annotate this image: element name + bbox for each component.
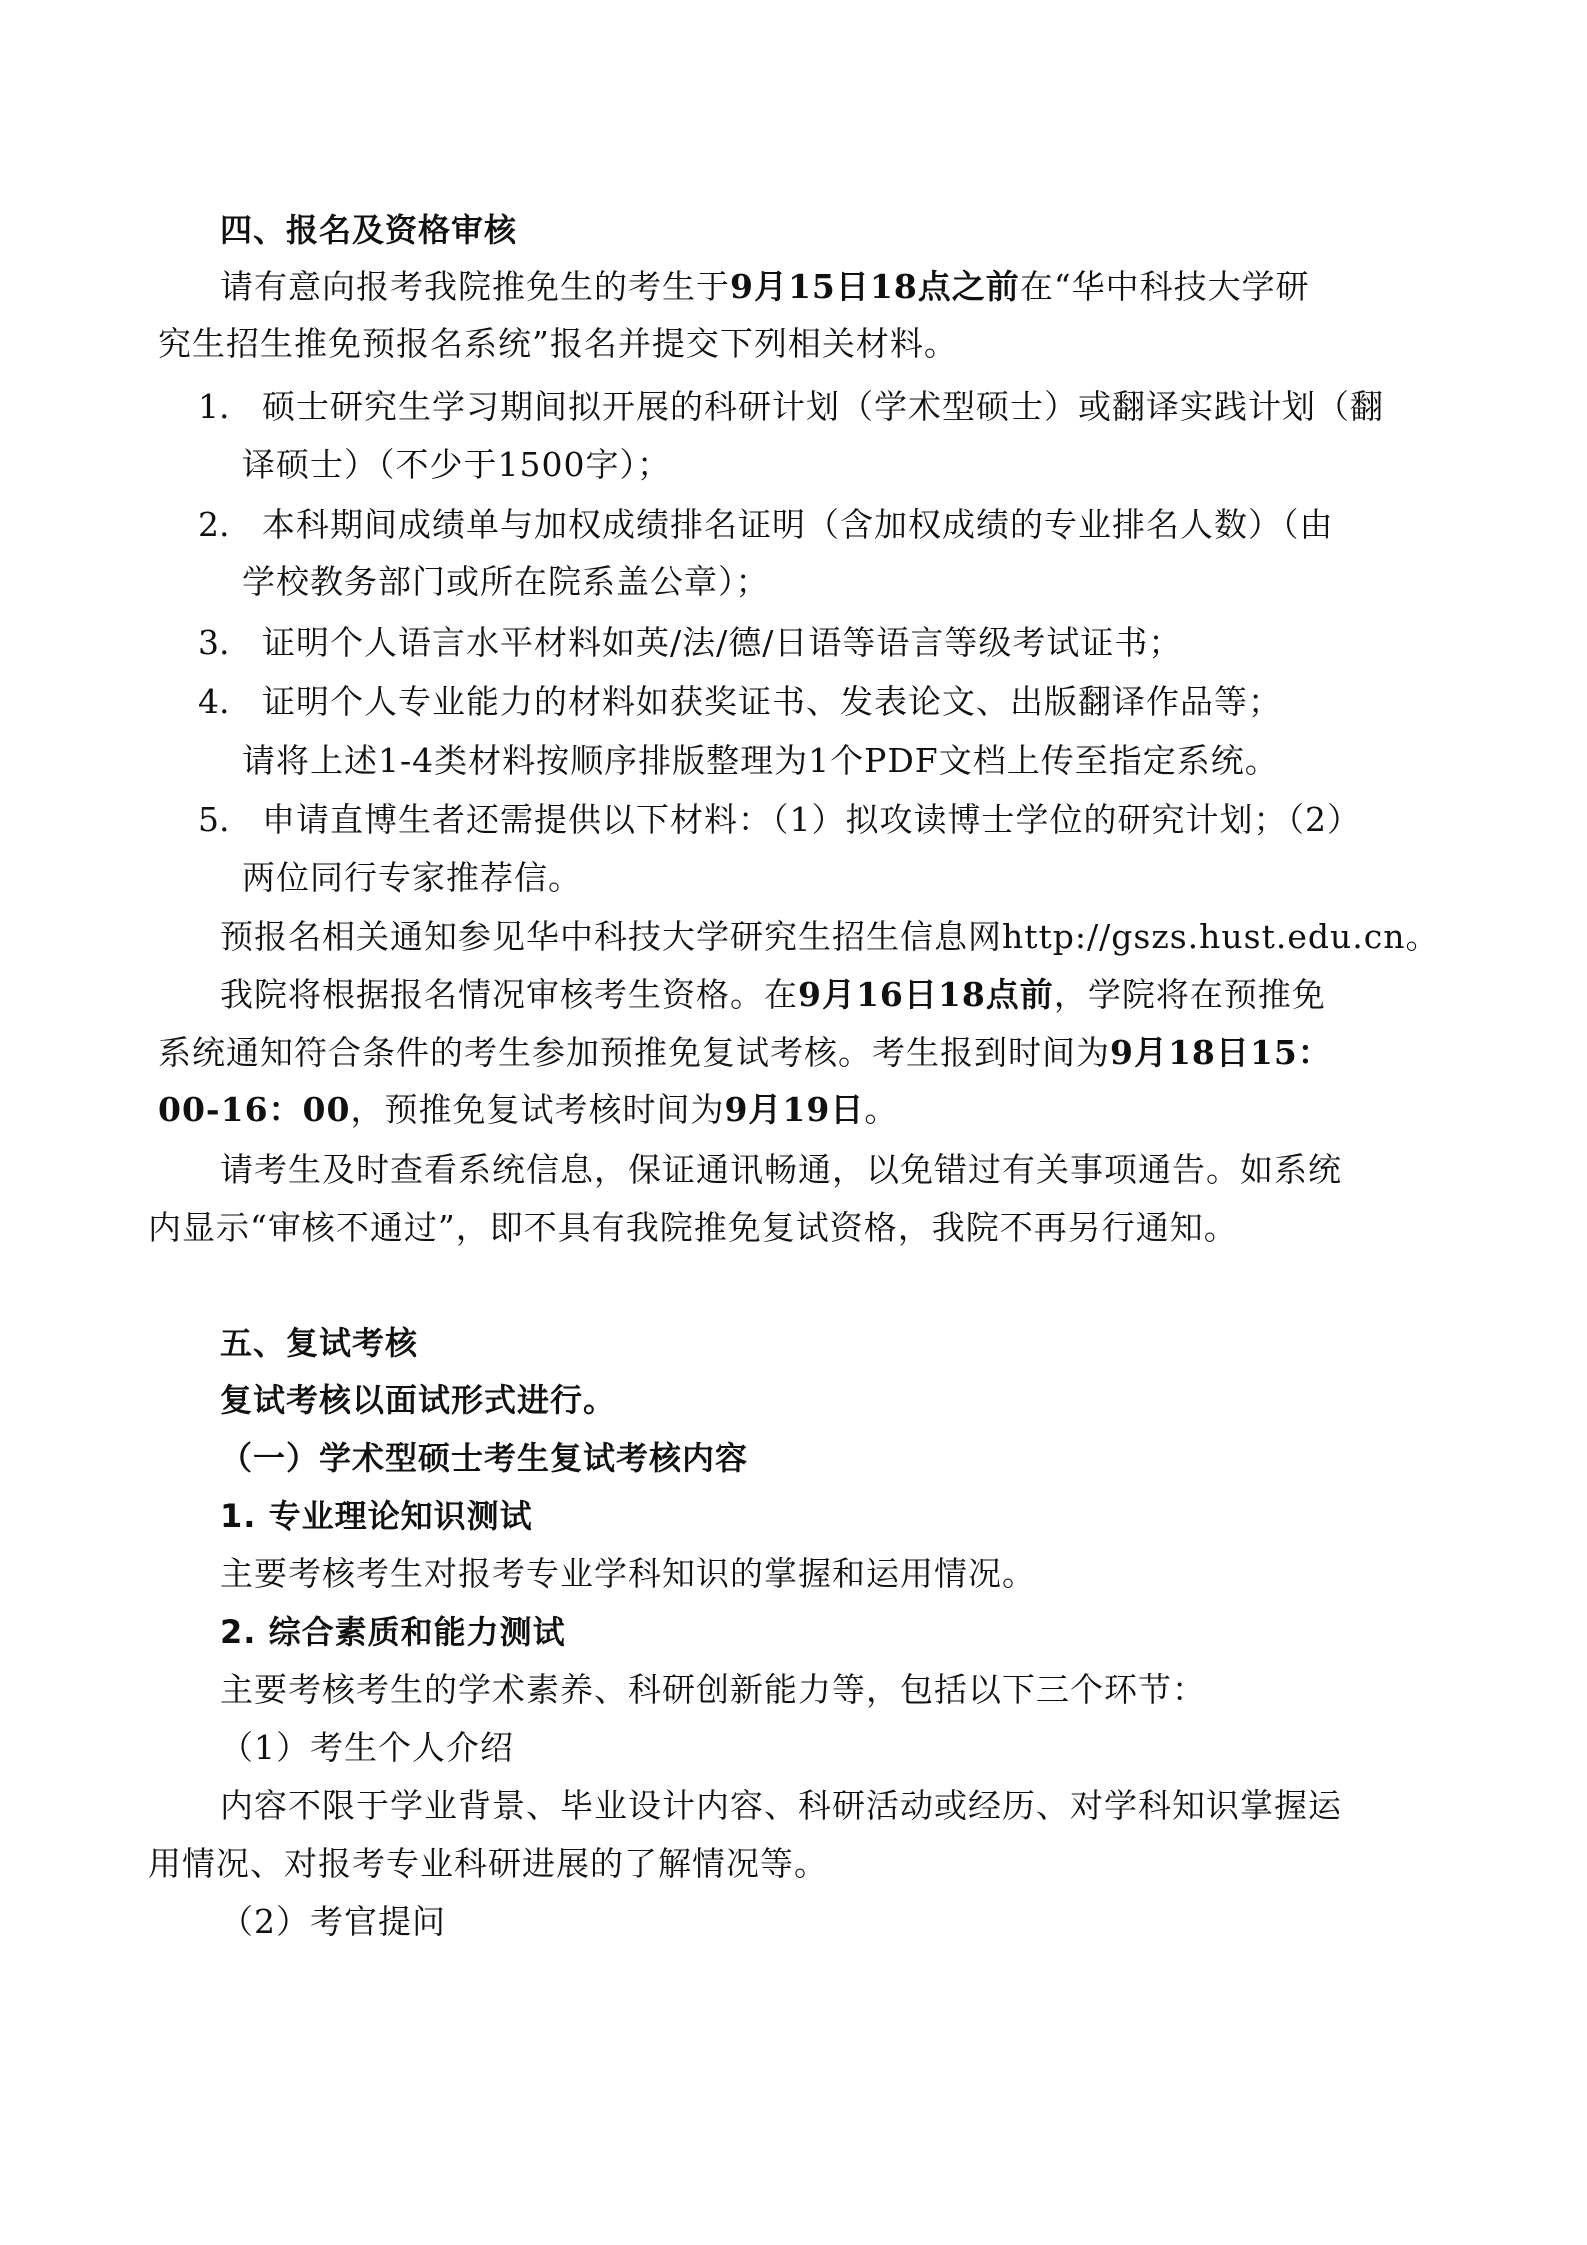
intro-line-1 xyxy=(220,262,1310,312)
item-2-line-2: 学校教务部门或所在院系盖公章）； xyxy=(242,562,770,601)
item-1-line-1: 硕士研究生学习期间拟开展的科研计划（学术型硕士）或翻译实践计划（翻 xyxy=(262,387,1384,426)
academic-master-heading: （一）学术型硕士考生复试考核内容 xyxy=(220,1439,749,1477)
item-5-number: 5. xyxy=(198,800,230,839)
reminder-line-1: 请考生及时查看系统信息，保证通讯畅通，以免错过有关事项通告。如系统 xyxy=(220,1150,1342,1189)
item-2-line-1: 本科期间成绩单与加权成绩排名证明（含加权成绩的专业排名人数）（由 xyxy=(262,505,1334,544)
step-1-text-line-1: 内容不限于学业背景、毕业设计内容、科研活动或经历、对学科知识掌握运 xyxy=(220,1786,1342,1825)
item-5-line-1: 申请直博生者还需提供以下材料：（1）拟攻读博士学位的研究计划；（2） xyxy=(262,800,1361,839)
item-3-number: 3. xyxy=(198,623,230,662)
review-text-3: 系统通知符合条件的考生参加预推免复试考核。考生报到时间为 xyxy=(158,1033,1110,1072)
item-3-line-1: 证明个人语言水平材料如英/法/德/日语等语言等级考试证书； xyxy=(262,623,1183,662)
step-1-title: （1）考生个人介绍 xyxy=(220,1728,514,1767)
item-1-number: 1. xyxy=(198,387,230,426)
review-deadline: 9月16日18点前 xyxy=(798,975,1054,1014)
reminder-line-2: 内显示“审核不通过”，即不具有我院推免复试资格，我院不再另行通知。 xyxy=(148,1208,1238,1247)
step-2-title: （2）考官提问 xyxy=(220,1902,446,1941)
item-4-line-2: 请将上述1-4类材料按顺序排版整理为1个PDF文档上传至指定系统。 xyxy=(242,741,1279,780)
section-4-title: 四、报名及资格审核 xyxy=(220,211,518,249)
checkin-date: 9月18日15： xyxy=(1110,1033,1332,1072)
section-5-title: 五、复试考核 xyxy=(220,1324,419,1362)
review-line-3 xyxy=(158,1085,898,1135)
intro-text-2: 在“华中科技大学研 xyxy=(1019,267,1310,306)
section-5-subtitle: 复试考核以面试形式进行。 xyxy=(220,1381,617,1419)
deadline-highlight: 9月15日18点之前 xyxy=(730,267,1020,306)
step-1-text-line-2: 用情况、对报考专业科研进展的了解情况等。 xyxy=(148,1844,828,1883)
item-2-number: 2. xyxy=(198,505,230,544)
part-2-title: 2. 综合素质和能力测试 xyxy=(220,1613,566,1651)
review-line-1 xyxy=(220,970,1326,1020)
item-1-line-2: 译硕士）（不少于1500字）； xyxy=(242,445,671,484)
review-text-5: 。 xyxy=(864,1090,899,1129)
intro-text-1: 请有意向报考我院推免生的考生于 xyxy=(220,267,730,306)
prereg-notice: 预报名相关通知参见华中科技大学研究生招生信息网http://gszs.hust.edu.cn。 xyxy=(220,917,1440,956)
exam-date: 9月19日 xyxy=(724,1090,865,1129)
item-4-line-1: 证明个人专业能力的材料如获奖证书、发表论文、出版翻译作品等； xyxy=(262,682,1282,721)
intro-line-2: 究生招生推免预报名系统”报名并提交下列相关材料。 xyxy=(158,324,958,363)
review-text-4: ，预推免复试考核时间为 xyxy=(350,1090,725,1129)
item-4-number: 4. xyxy=(198,682,230,721)
item-5-line-2: 两位同行专家推荐信。 xyxy=(242,858,582,897)
review-line-2 xyxy=(158,1028,1332,1078)
part-1-title: 1. 专业理论知识测试 xyxy=(220,1497,533,1535)
checkin-time: 00-16：00 xyxy=(158,1090,351,1129)
part-1-text: 主要考核考生对报考专业学科知识的掌握和运用情况。 xyxy=(220,1554,1036,1593)
part-2-text: 主要考核考生的学术素养、科研创新能力等，包括以下三个环节： xyxy=(220,1670,1206,1709)
review-text-2: ，学院将在预推免 xyxy=(1053,975,1326,1014)
review-text-1: 我院将根据报名情况审核考生资格。在 xyxy=(220,975,798,1014)
